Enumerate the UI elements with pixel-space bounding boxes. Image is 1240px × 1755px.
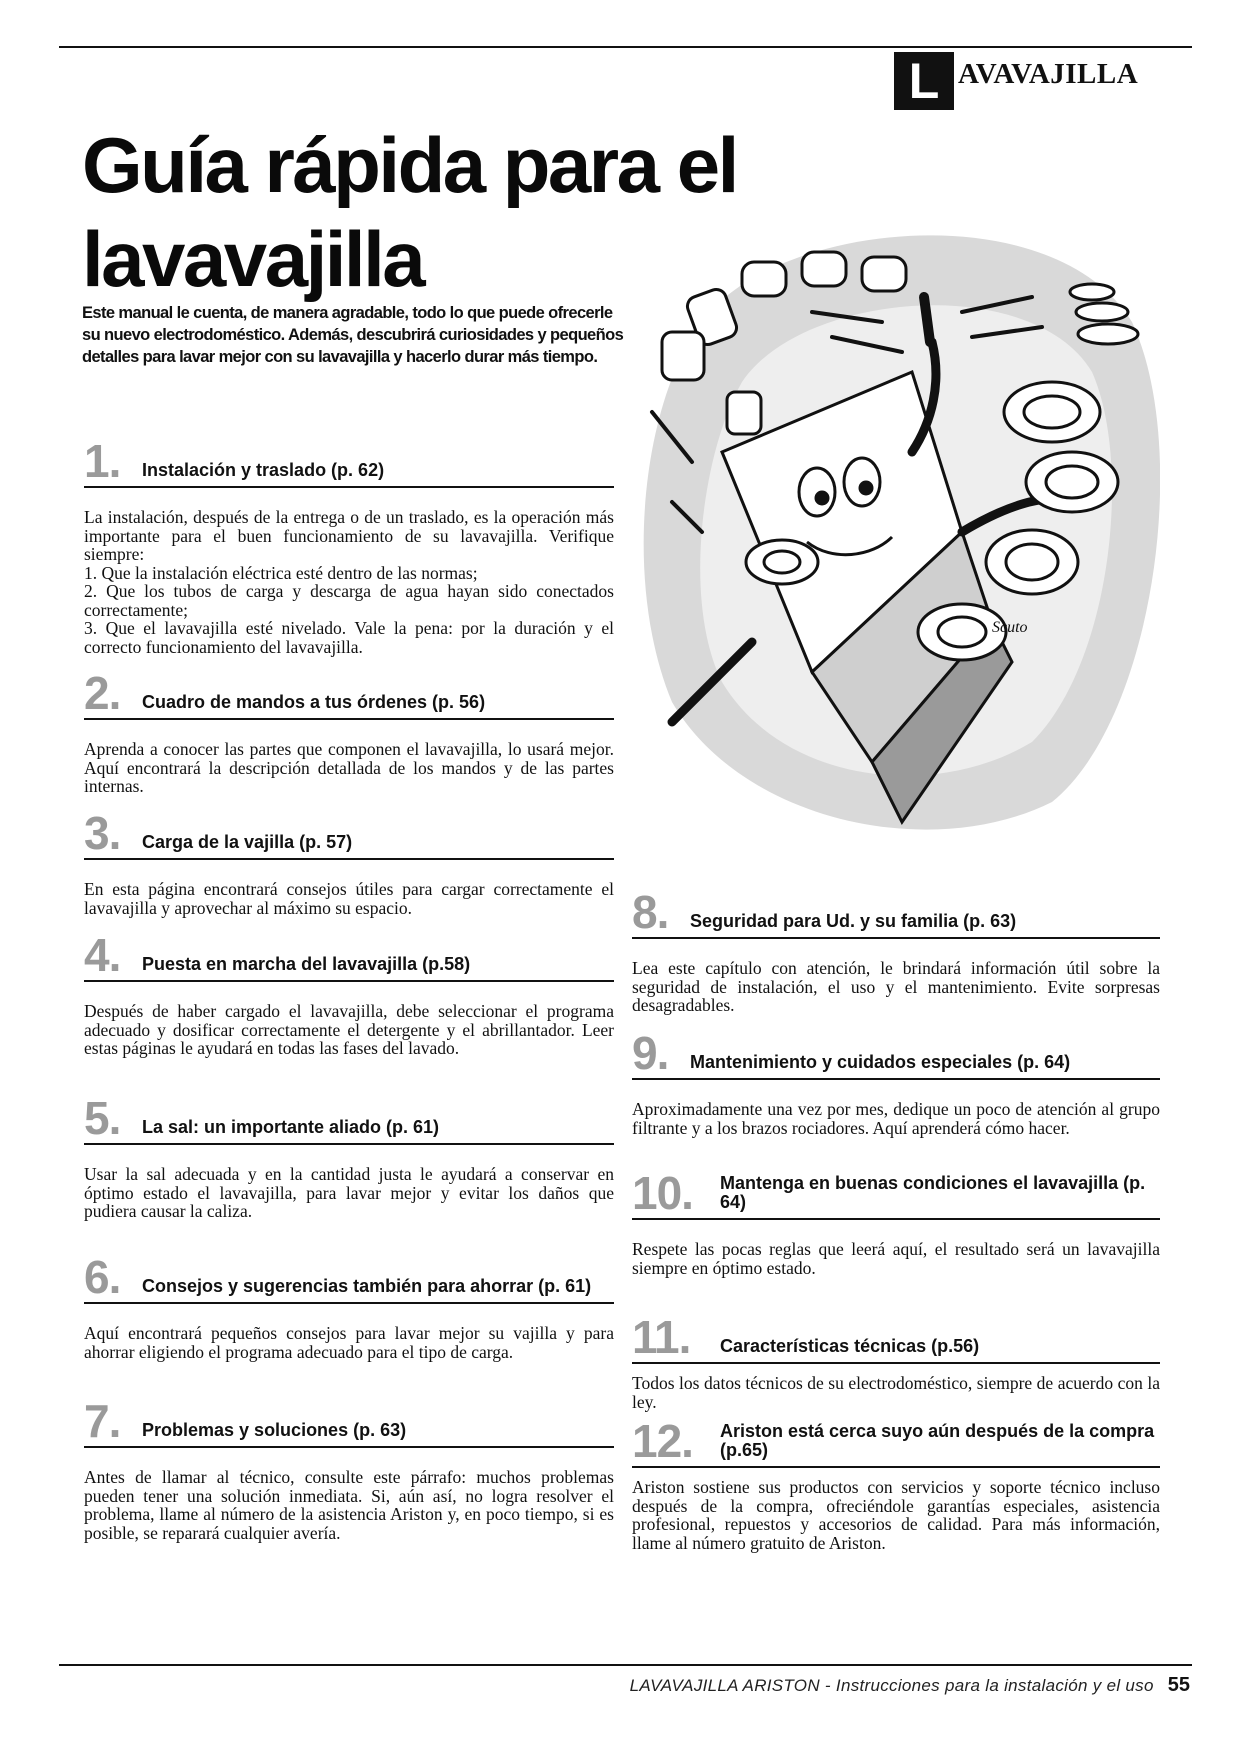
section-9 xyxy=(632,1027,1160,1138)
footer-text: LAVAVAJILLA ARISTON - Instrucciones para la instalación y el uso xyxy=(629,1676,1154,1695)
section-6 xyxy=(84,1251,614,1362)
section-number: 10. xyxy=(632,1167,693,1219)
section-header-row xyxy=(632,1311,1160,1364)
section-text: Antes de llamar al técnico, consulte este párrafo: muchos problemas pueden tener una solución inmediata. Si, aún así, no logra resolver el problema, llame al número de la asistencia Ariston y, en poco tiempo, si es posible, se reparará cualquier avería. xyxy=(84,1467,614,1543)
section-text: Todos los datos técnicos de su electrodoméstico, siempre de acuerdo con la ley. xyxy=(632,1373,1160,1412)
section-title: Puesta en marcha del lavavajilla (p.58) xyxy=(142,954,471,974)
section-number: 5. xyxy=(84,1092,121,1144)
list-item: 3. Que el lavavajilla esté nivelado. Vale la pena: por la duración y el correcto funcionamiento del lavavajilla. xyxy=(84,618,614,657)
section-header-row xyxy=(632,1027,1160,1080)
section-title: La sal: un importante aliado (p. 61) xyxy=(142,1117,440,1137)
section-header-row xyxy=(84,929,614,982)
section-body xyxy=(84,508,614,656)
section-title: Consejos y sugerencias también para ahorrar (p. 61) xyxy=(142,1276,592,1296)
section-1 xyxy=(84,435,614,657)
section-header xyxy=(894,52,1138,110)
section-header-row xyxy=(84,435,614,488)
illustration-signature: Scuto xyxy=(992,619,1028,636)
section-text: Usar la sal adecuada y en la cantidad justa le ayudará a conservar en óptimo estado el lavavajilla, para lavar mejor y evitar los daños que pudiera causar la caliza. xyxy=(84,1164,614,1221)
section-number: 3. xyxy=(84,807,121,859)
section-title: Ariston está cerca suyo aún después de la compra (p.65) xyxy=(720,1421,1155,1460)
bottom-rule xyxy=(59,1664,1192,1666)
section-title: Mantenimiento y cuidados especiales (p. 64) xyxy=(690,1052,1071,1072)
section-header-row xyxy=(632,1167,1160,1220)
section-number: 7. xyxy=(84,1395,121,1447)
list-item: 1. Que la instalación eléctrica esté dentro de las normas; xyxy=(84,562,478,583)
page-footer xyxy=(630,1674,1190,1697)
list-item: 2. Que los tubos de carga y descarga de agua hayan sido conectados correctamente; xyxy=(84,581,614,620)
section-text: En esta página encontrará consejos útiles para cargar correctamente el lavavajilla y aprovechar al máximo su espacio. xyxy=(84,879,614,918)
section-3 xyxy=(84,807,614,918)
section-text: Después de haber cargado el lavavajilla, debe seleccionar el programa adecuado y dosificar correctamente el detergente y el abrillantador. Leer estas páginas le ayudará en todas las fases del lavado. xyxy=(84,1001,614,1058)
section-11 xyxy=(632,1311,1160,1412)
section-number: 8. xyxy=(632,886,669,938)
brand-word: AVAVAJILLA xyxy=(958,58,1139,90)
section-text: Lea este capítulo con atención, le brindará información útil sobre la seguridad de instalación, el uso y el mantenimiento. Evite sorpresas desagradables. xyxy=(632,958,1160,1015)
section-5 xyxy=(84,1092,614,1221)
section-title: Carga de la vajilla (p. 57) xyxy=(142,832,353,852)
brand-letter-box: L xyxy=(894,52,954,110)
section-number: 6. xyxy=(84,1251,121,1303)
section-header-row xyxy=(632,1415,1160,1468)
section-12 xyxy=(632,1415,1160,1553)
section-header-row xyxy=(632,886,1160,939)
section-4 xyxy=(84,929,614,1058)
page-title: Guía rápida para el lavavajilla xyxy=(82,121,737,303)
section-number: 1. xyxy=(84,435,121,487)
section-title: Seguridad para Ud. y su familia (p. 63) xyxy=(690,911,1017,931)
top-rule xyxy=(59,46,1192,48)
section-7 xyxy=(84,1395,614,1543)
section-text: Ariston sostiene sus productos con servicios y soporte técnico incluso después de la compra, ofreciéndole garantías especiales, asistencia profesional, repuestos y accesorios de calidad. Para más información, llame al número gratuito de Ariston. xyxy=(632,1477,1160,1553)
section-2 xyxy=(84,667,614,796)
section-text: Respete las pocas reglas que leerá aquí, el resultado será un lavavajilla siempre en óptimo estado. xyxy=(632,1239,1160,1278)
section-title: Problemas y soluciones (p. 63) xyxy=(142,1420,407,1440)
intro-paragraph: Este manual le cuenta, de manera agradable, todo lo que puede ofrecerle su nuevo electrodoméstico. Además, descubrirá curiosidades y pequeños detalles para lavar mejor con su lavavajilla y hacerlo durar más tiempo. xyxy=(82,304,624,366)
section-title: Cuadro de mandos a tus órdenes (p. 56) xyxy=(142,692,486,712)
section-text: Aquí encontrará pequeños consejos para lavar mejor su vajilla y para ahorrar eligiendo el programa adecuado para el tipo de carga. xyxy=(84,1323,614,1362)
section-text: Aproximadamente una vez por mes, dedique un poco de atención al grupo filtrante y a los brazos rociadores. Aquí aprenderá cómo hacer. xyxy=(632,1099,1160,1138)
section-8 xyxy=(632,886,1160,1015)
section-number: 9. xyxy=(632,1027,669,1079)
section-text: La instalación, después de la entrega o de un traslado, es la operación más importante para el buen funcionamiento de su lavavajilla. Verifique siempre: xyxy=(84,507,614,564)
section-header-row xyxy=(84,1251,614,1304)
section-number: 12. xyxy=(632,1415,693,1467)
section-header-row xyxy=(84,667,614,720)
section-number: 11. xyxy=(632,1311,691,1363)
section-10 xyxy=(632,1167,1160,1278)
section-text: Aprenda a conocer las partes que componen el lavavajilla, lo usará mejor. Aquí encontrará la descripción detallada de los mandos y de las partes internas. xyxy=(84,739,614,796)
section-header-row xyxy=(84,1395,614,1448)
section-number: 4. xyxy=(84,929,121,981)
section-header-row xyxy=(84,807,614,860)
page-number: 55 xyxy=(1167,1674,1190,1696)
section-title: Instalación y traslado (p. 62) xyxy=(142,460,385,480)
section-title: Características técnicas (p.56) xyxy=(720,1336,980,1356)
dishwasher-cartoon-illustration xyxy=(632,202,1160,850)
section-title: Mantenga en buenas condiciones el lavavajilla (p. 64) xyxy=(720,1173,1146,1212)
section-header-row xyxy=(84,1092,614,1145)
section-number: 2. xyxy=(84,667,121,719)
